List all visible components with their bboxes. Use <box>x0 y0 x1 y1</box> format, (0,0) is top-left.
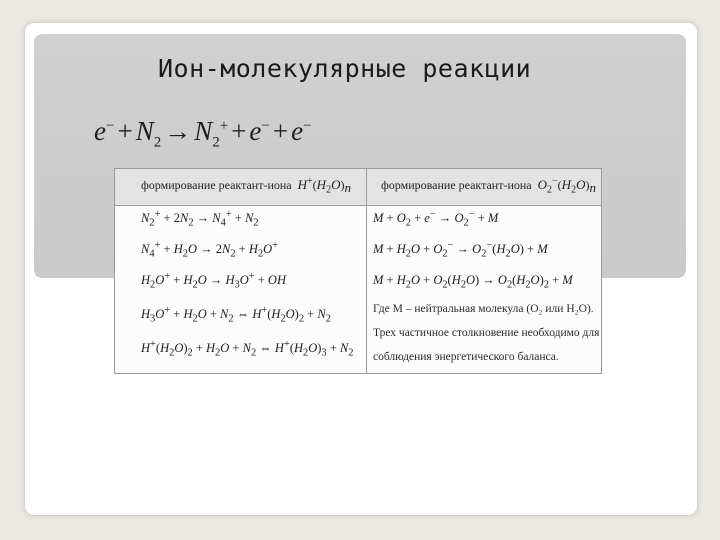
left-reaction-1: $N_2^+ + 2N_2 \to N_4^+ + N_2$ <box>141 208 259 229</box>
left-reaction-2: $N_4^+ + H_2O \to 2N_2 + H_2O^+$ <box>141 239 278 260</box>
reactions-table <box>114 168 602 374</box>
right-reaction-3: $M + H_2O + O_2(H_2O) \to O_2(H_2O)_2 + M$ <box>373 273 573 291</box>
slide-title: Ион-молекулярные реакции <box>158 54 532 83</box>
main-equation: $e^- + N_2 \to N_2^+ + e^- + e^-$ <box>94 116 312 151</box>
left-reaction-5: $H^+(H_2O)_2 + H_2O + N_2$ ⇔ $H^+(H_2O)_3 + N_2$ <box>141 338 354 359</box>
note-line-3: соблюдения энергетического баланса. <box>373 351 559 363</box>
left-reaction-4: $H_3O^+ + H_2O + N_2$ ⇔ $H^+(H_2O)_2 + N_2$ <box>141 304 331 325</box>
header-right: формирование реактант-иона $O_2^-(H_2O)_n$ <box>381 176 596 196</box>
right-reaction-2: $M + H_2O + O_2^- \to O_2^-(H_2O) + M$ <box>373 239 548 260</box>
column-divider <box>366 169 367 373</box>
right-reaction-1: $M + O_2 + e^- \to O_2^- + M$ <box>373 208 499 229</box>
left-reaction-3: $H_2O^+ + H_2O \to H_3O^+$ + OH <box>141 270 286 291</box>
note-line-1: Где M – нейтральная молекула (O₂ или H₂O). <box>373 303 594 315</box>
header-left: формирование реактант-иона $H^+(H_2O)_n$ <box>141 176 351 196</box>
note-line-2: Трех частичное столкновение необходимо для <box>373 327 600 339</box>
